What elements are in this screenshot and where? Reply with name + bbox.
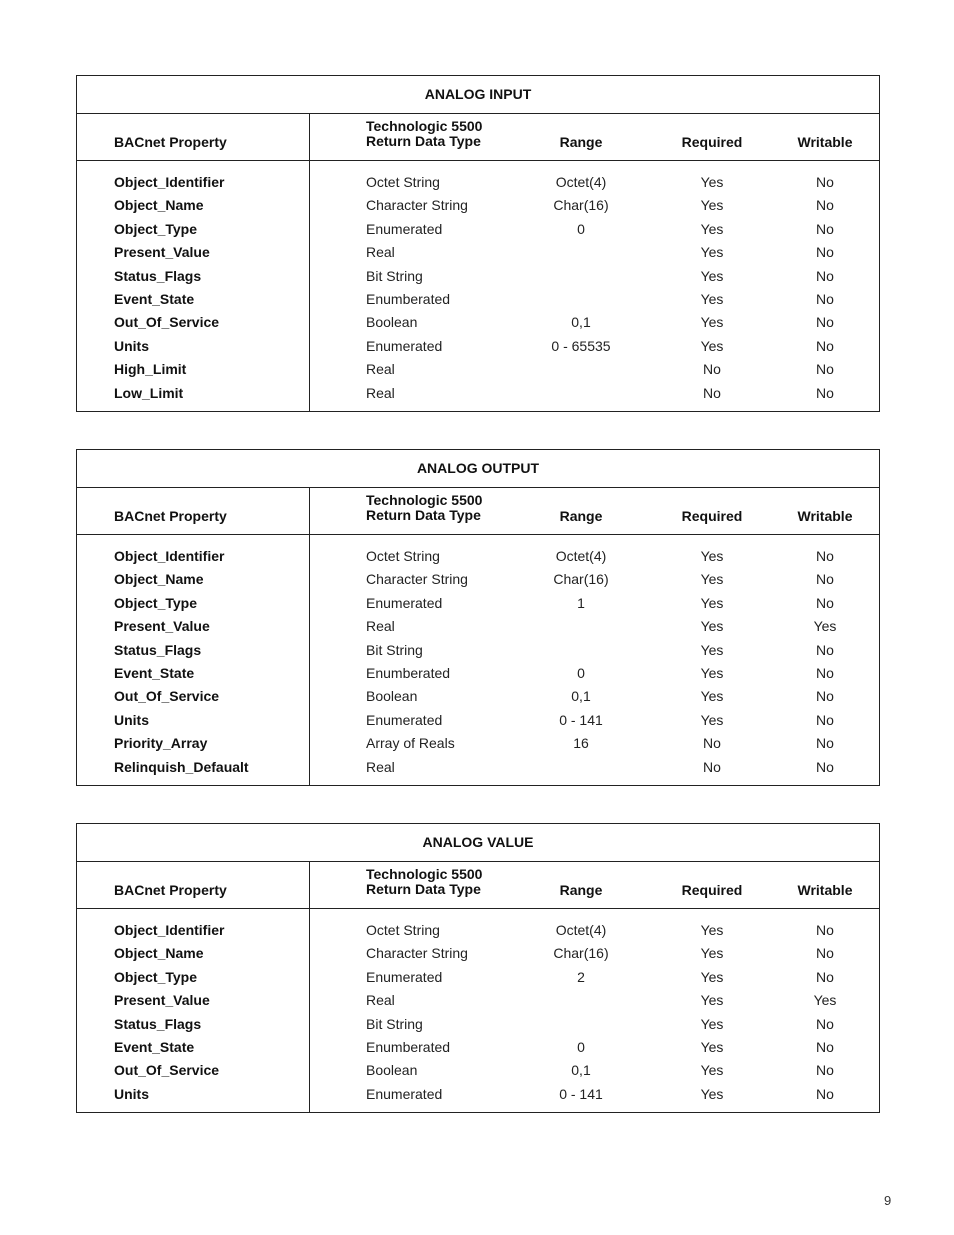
cell-range: 0	[577, 1038, 585, 1055]
cell-range: Octet(4)	[555, 548, 607, 564]
cell-writable: No	[816, 571, 834, 588]
table-row	[77, 545, 879, 568]
cell-writable: No	[816, 548, 834, 564]
cell-writable: No	[816, 197, 834, 214]
table-row	[77, 639, 879, 662]
cell-return-data-type: Boolean	[366, 688, 418, 705]
header-return-data-type	[366, 867, 482, 897]
cell-writable: No	[816, 290, 834, 307]
table-body	[77, 909, 879, 1112]
cell-return-data-type: Enumerated	[366, 594, 443, 611]
cell-writable: No	[816, 968, 834, 985]
cell-writable: No	[816, 337, 834, 354]
cell-property: Object_Identifier	[114, 922, 225, 938]
cell-property: Present_Value	[114, 618, 210, 635]
header-return-data-type	[366, 493, 482, 523]
cell-property: Event_State	[114, 290, 195, 307]
header-type-line2: Return Data Type	[366, 881, 481, 897]
cell-required: No	[703, 735, 721, 752]
cell-writable: No	[816, 314, 834, 331]
cell-writable: No	[816, 361, 834, 378]
cell-property: Out_Of_Service	[114, 314, 220, 331]
cell-property: Object_Identifier	[114, 174, 225, 190]
cell-range: 0	[577, 664, 585, 681]
table-row	[77, 685, 879, 708]
cell-property: Object_Name	[114, 945, 204, 962]
table-row	[77, 382, 879, 405]
cell-property: Status_Flags	[114, 641, 202, 658]
header-type-line1: Technologic 5500	[366, 118, 483, 134]
cell-required: Yes	[700, 618, 724, 635]
cell-required: Yes	[700, 548, 724, 564]
header-bacnet-property: BACnet Property	[114, 882, 227, 898]
cell-return-data-type: Boolean	[366, 1062, 418, 1079]
cell-property: Present_Value	[114, 244, 210, 261]
cell-property: Object_Identifier	[114, 548, 225, 564]
cell-writable: No	[816, 664, 834, 681]
cell-return-data-type: Real	[366, 384, 395, 401]
header-required: Required	[681, 508, 743, 524]
table-header	[77, 114, 879, 161]
cell-return-data-type: Real	[366, 361, 395, 378]
cell-return-data-type: Enumerated	[366, 711, 443, 728]
cell-property: Object_Type	[114, 220, 197, 237]
cell-property: Event_State	[114, 664, 195, 681]
table-row	[77, 1036, 879, 1059]
table-row	[77, 756, 879, 779]
header-range: Range	[559, 134, 603, 150]
cell-return-data-type: Enumerated	[366, 968, 443, 985]
cell-writable: Yes	[813, 618, 837, 635]
cell-return-data-type: Enumberated	[366, 664, 451, 681]
cell-writable: Yes	[813, 992, 837, 1009]
cell-property: Units	[114, 1085, 149, 1102]
cell-required: Yes	[700, 922, 724, 938]
page-number: 9	[884, 1193, 892, 1208]
cell-writable: No	[816, 1038, 834, 1055]
cell-required: Yes	[700, 945, 724, 962]
header-bacnet-property: BACnet Property	[114, 134, 227, 150]
header-type-line1: Technologic 5500	[366, 492, 483, 508]
cell-required: Yes	[700, 641, 724, 658]
cell-required: Yes	[700, 290, 724, 307]
table-row	[77, 1013, 879, 1036]
cell-return-data-type: Enumerated	[366, 337, 443, 354]
cell-property: Out_Of_Service	[114, 688, 220, 705]
cell-required: Yes	[700, 992, 724, 1009]
table-row	[77, 942, 879, 965]
cell-property: Relinquish_Defaualt	[114, 758, 249, 775]
cell-required: Yes	[700, 267, 724, 284]
cell-property: Object_Type	[114, 968, 197, 985]
cell-range: 0,1	[571, 314, 591, 331]
cell-writable: No	[816, 735, 834, 752]
header-required: Required	[681, 134, 743, 150]
cell-range: 0,1	[571, 1062, 591, 1079]
table-header	[77, 488, 879, 535]
cell-return-data-type: Array of Reals	[366, 735, 455, 752]
cell-return-data-type: Boolean	[366, 314, 418, 331]
header-required: Required	[681, 882, 743, 898]
cell-property: Object_Name	[114, 197, 204, 214]
cell-return-data-type: Bit String	[366, 267, 423, 284]
cell-writable: No	[816, 945, 834, 962]
cell-writable: No	[816, 922, 834, 938]
cell-range: 0 - 65535	[551, 337, 611, 354]
cell-required: No	[703, 361, 721, 378]
table-row	[77, 662, 879, 685]
cell-writable: No	[816, 711, 834, 728]
cell-property: Units	[114, 711, 149, 728]
cell-required: Yes	[700, 711, 724, 728]
cell-required: Yes	[700, 968, 724, 985]
table-row	[77, 592, 879, 615]
cell-required: Yes	[700, 1085, 724, 1102]
table-row	[77, 966, 879, 989]
table-row	[77, 709, 879, 732]
cell-required: No	[703, 384, 721, 401]
header-type-line2: Return Data Type	[366, 507, 481, 523]
cell-writable: No	[816, 688, 834, 705]
cell-property: Units	[114, 337, 149, 354]
cell-return-data-type: Enumerated	[366, 1085, 443, 1102]
cell-return-data-type: Enumerated	[366, 220, 443, 237]
cell-return-data-type: Real	[366, 244, 395, 261]
cell-range: Octet(4)	[555, 174, 607, 190]
header-type-line2: Return Data Type	[366, 133, 481, 149]
cell-range: 0 - 141	[559, 711, 603, 728]
table-row	[77, 311, 879, 334]
cell-writable: No	[816, 1062, 834, 1079]
cell-property: Event_State	[114, 1038, 195, 1055]
cell-range: Char(16)	[553, 945, 609, 962]
cell-return-data-type: Bit String	[366, 1015, 423, 1032]
cell-return-data-type: Real	[366, 618, 395, 635]
table-row	[77, 615, 879, 638]
cell-writable: No	[816, 244, 834, 261]
table-row	[77, 568, 879, 591]
cell-required: No	[703, 758, 721, 775]
cell-range: 2	[577, 968, 585, 985]
table-title: ANALOG INPUT	[77, 76, 879, 114]
cell-range: 0,1	[571, 688, 591, 705]
cell-return-data-type: Real	[366, 992, 395, 1009]
cell-writable: No	[816, 220, 834, 237]
cell-required: Yes	[700, 594, 724, 611]
cell-required: Yes	[700, 314, 724, 331]
cell-property: Object_Name	[114, 571, 204, 588]
header-writable: Writable	[797, 134, 853, 150]
header-range: Range	[559, 882, 603, 898]
table-row	[77, 989, 879, 1012]
table-body	[77, 535, 879, 785]
cell-range: 0 - 141	[559, 1085, 603, 1102]
cell-required: Yes	[700, 174, 724, 190]
header-range: Range	[559, 508, 603, 524]
cell-return-data-type: Character String	[366, 197, 468, 214]
cell-property: Present_Value	[114, 992, 210, 1009]
table-row	[77, 194, 879, 217]
cell-property: Status_Flags	[114, 267, 202, 284]
cell-return-data-type: Character String	[366, 571, 468, 588]
cell-required: Yes	[700, 664, 724, 681]
cell-required: Yes	[700, 197, 724, 214]
table-title: ANALOG OUTPUT	[77, 450, 879, 488]
cell-writable: No	[816, 384, 834, 401]
cell-range: Octet(4)	[555, 922, 607, 938]
header-bacnet-property: BACnet Property	[114, 508, 227, 524]
cell-property: Out_Of_Service	[114, 1062, 220, 1079]
cell-return-data-type: Enumberated	[366, 1038, 451, 1055]
cell-return-data-type: Octet String	[366, 548, 440, 564]
cell-return-data-type: Octet String	[366, 174, 440, 190]
cell-writable: No	[816, 594, 834, 611]
header-writable: Writable	[797, 882, 853, 898]
cell-writable: No	[816, 758, 834, 775]
cell-return-data-type: Octet String	[366, 922, 440, 938]
cell-return-data-type: Real	[366, 758, 395, 775]
analog-input-table	[76, 75, 880, 412]
table-row	[77, 241, 879, 264]
column-divider	[309, 862, 310, 908]
table-title: ANALOG VALUE	[77, 824, 879, 862]
cell-range: 16	[573, 735, 589, 752]
table-row	[77, 335, 879, 358]
table-header	[77, 862, 879, 909]
cell-required: Yes	[700, 688, 724, 705]
cell-writable: No	[816, 1015, 834, 1032]
cell-range: Char(16)	[553, 197, 609, 214]
cell-required: Yes	[700, 571, 724, 588]
header-return-data-type	[366, 119, 482, 149]
table-row	[77, 1059, 879, 1082]
cell-range: 1	[577, 594, 585, 611]
analog-output-table	[76, 449, 880, 786]
cell-writable: No	[816, 1085, 834, 1102]
cell-property: Status_Flags	[114, 1015, 202, 1032]
cell-writable: No	[816, 174, 834, 190]
cell-return-data-type: Bit String	[366, 641, 423, 658]
cell-required: Yes	[700, 337, 724, 354]
cell-range: Char(16)	[553, 571, 609, 588]
table-row	[77, 1083, 879, 1106]
cell-writable: No	[816, 267, 834, 284]
cell-property: High_Limit	[114, 361, 187, 378]
table-row	[77, 288, 879, 311]
table-row	[77, 919, 879, 942]
table-row	[77, 358, 879, 381]
cell-property: Object_Type	[114, 594, 197, 611]
table-row	[77, 171, 879, 194]
cell-property: Low_Limit	[114, 384, 184, 401]
cell-required: Yes	[700, 220, 724, 237]
cell-range: 0	[577, 220, 585, 237]
cell-required: Yes	[700, 1062, 724, 1079]
header-writable: Writable	[797, 508, 853, 524]
cell-required: Yes	[700, 1015, 724, 1032]
cell-property: Priority_Array	[114, 735, 208, 752]
column-divider	[309, 114, 310, 160]
table-body	[77, 161, 879, 411]
cell-required: Yes	[700, 244, 724, 261]
table-row	[77, 265, 879, 288]
cell-return-data-type: Character String	[366, 945, 468, 962]
table-row	[77, 732, 879, 755]
header-type-line1: Technologic 5500	[366, 866, 483, 882]
analog-value-table	[76, 823, 880, 1113]
cell-required: Yes	[700, 1038, 724, 1055]
table-row	[77, 218, 879, 241]
cell-writable: No	[816, 641, 834, 658]
cell-return-data-type: Enumberated	[366, 290, 451, 307]
column-divider	[309, 488, 310, 534]
